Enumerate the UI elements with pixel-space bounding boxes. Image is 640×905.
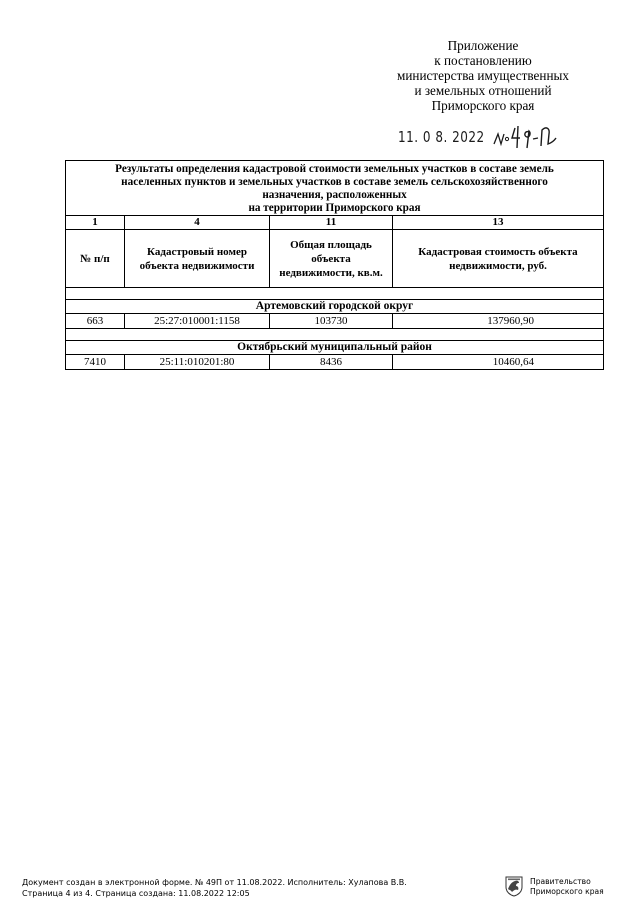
row-area: 103730 xyxy=(270,314,393,329)
row-num: 7410 xyxy=(66,355,125,370)
header-area: Общая площадь объекта недвижимости, кв.м. xyxy=(270,230,393,288)
government-name-line: Правительство xyxy=(530,877,591,886)
region-name: Октябрьский муниципальный район xyxy=(66,341,604,355)
footer-line: Страница 4 из 4. Страница создана: 11.08.2022 12:05 xyxy=(22,889,250,898)
table-title xyxy=(66,161,604,216)
row-num: 663 xyxy=(66,314,125,329)
column-number: 1 xyxy=(66,216,125,230)
group-spacer xyxy=(66,288,604,300)
row-cost: 137960,90 xyxy=(393,314,604,329)
appendix-header xyxy=(350,38,616,113)
row-area: 8436 xyxy=(270,355,393,370)
appendix-line: Приложение xyxy=(447,38,519,53)
column-number-row xyxy=(66,216,604,230)
title-line: населенных пунктов и земельных участков в составе земель сельскохозяйственного xyxy=(121,176,548,188)
column-number: 13 xyxy=(393,216,604,230)
government-name xyxy=(530,877,604,896)
header-num: № п/п xyxy=(66,230,125,288)
title-line: Результаты определения кадастровой стоимости земельных участков в составе земель xyxy=(115,163,554,175)
column-number: 4 xyxy=(125,216,270,230)
region-row xyxy=(66,300,604,314)
government-logo xyxy=(504,875,624,897)
header-row xyxy=(66,230,604,288)
appendix-line: к постановлению xyxy=(434,53,532,68)
header-cadastral: Кадастровый номер объекта недвижимости xyxy=(125,230,270,288)
region-row xyxy=(66,341,604,355)
group-spacer xyxy=(66,329,604,341)
table-row xyxy=(66,355,604,370)
region-name: Артемовский городской округ xyxy=(66,300,604,314)
column-number: 11 xyxy=(270,216,393,230)
government-name-line: Приморского края xyxy=(530,886,604,896)
table-row xyxy=(66,314,604,329)
row-cadastral: 25:27:010001:1158 xyxy=(125,314,270,329)
row-cost: 10460,64 xyxy=(393,355,604,370)
appendix-line: и земельных отношений xyxy=(414,83,552,98)
title-line: на территории Приморского края xyxy=(248,202,421,214)
appendix-line: министерства имущественных xyxy=(397,68,569,83)
cadastral-value-table xyxy=(65,160,604,370)
handwritten-number xyxy=(492,122,562,154)
document-footer xyxy=(22,877,407,899)
primorsky-coat-of-arms-icon xyxy=(504,875,524,897)
title-line: назначения, расположенных xyxy=(262,189,407,201)
header-cost: Кадастровая стоимость объекта недвижимости, руб. xyxy=(393,230,604,288)
appendix-line: Приморского края xyxy=(431,98,535,113)
row-cadastral: 25:11:010201:80 xyxy=(125,355,270,370)
handwritten-date: 11. 0 8. 2022 xyxy=(398,128,485,146)
footer-line: Документ создан в электронной форме. № 49П от 11.08.2022. Исполнитель: Хулапова В.В. xyxy=(22,878,407,887)
